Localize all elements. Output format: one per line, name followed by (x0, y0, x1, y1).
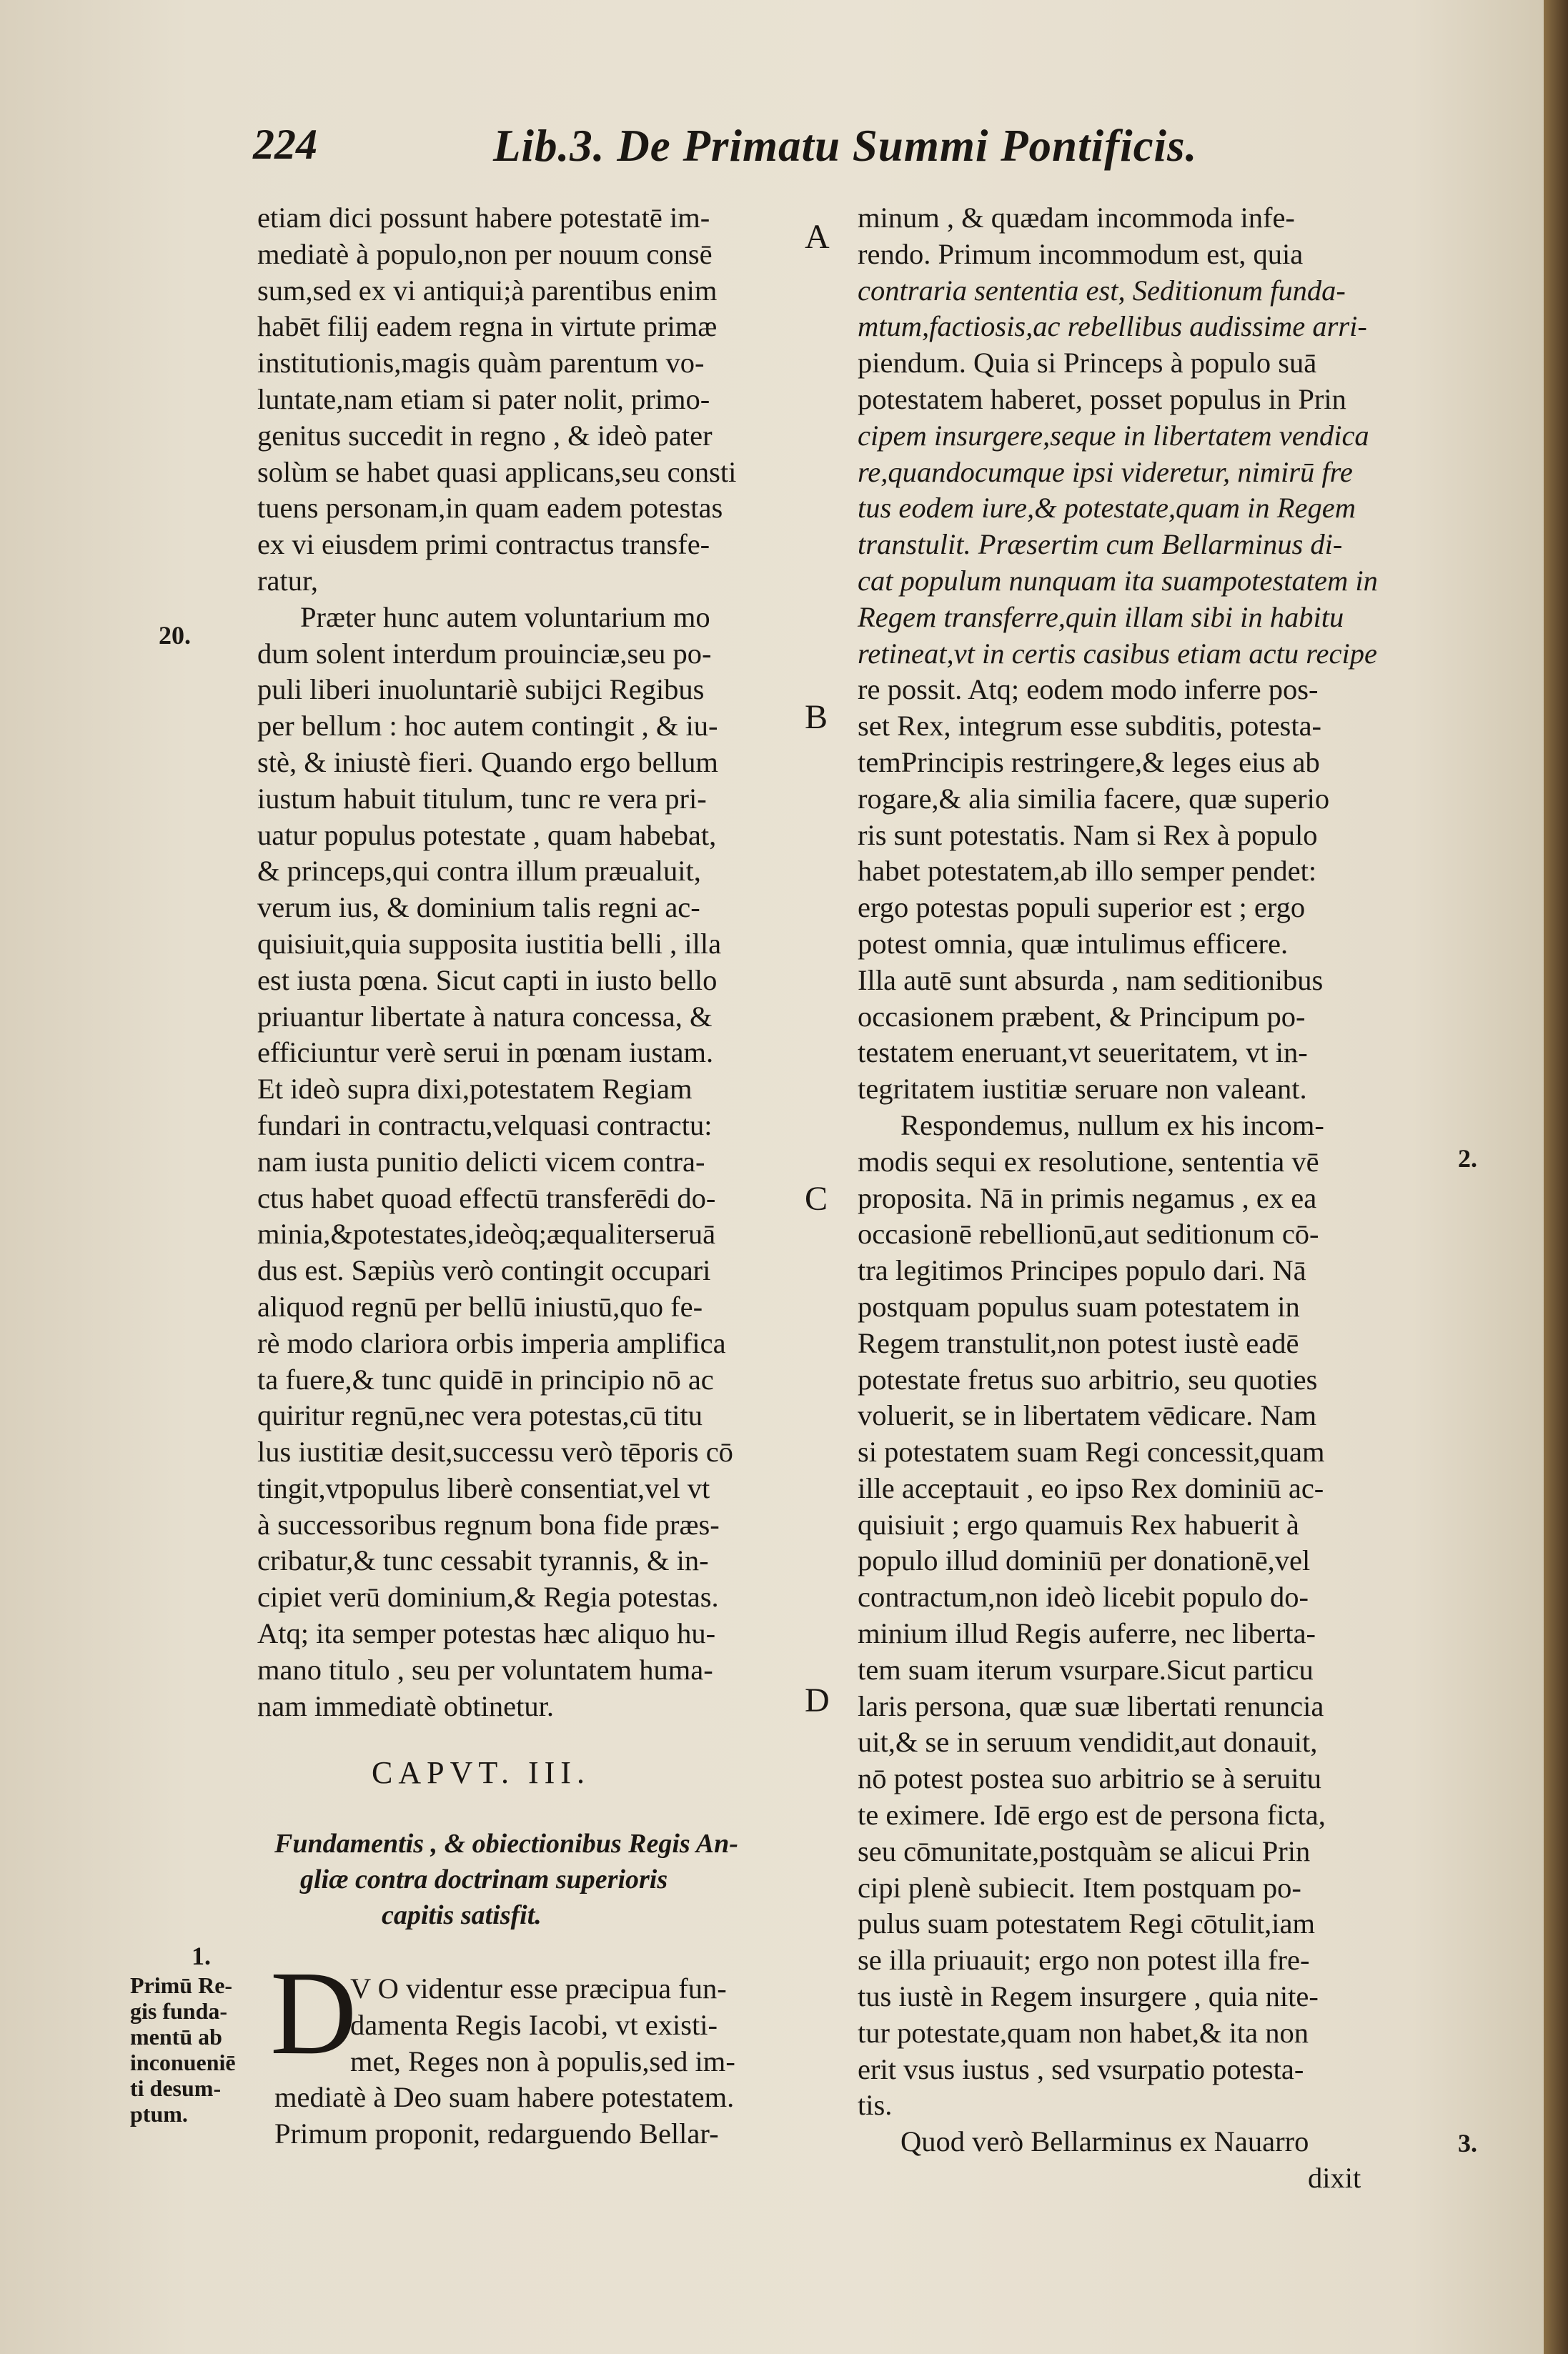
text-line: quiritur regnū,nec vera potestas,cū titu (257, 1399, 703, 1432)
text-line: dum solent interdum prouinciæ,seu po- (257, 637, 712, 670)
text-line: Regem transtulit,non potest iustè eadē (858, 1326, 1299, 1359)
text-line: genitus succedit in regno , & ideò pater (257, 419, 713, 452)
left-column (257, 200, 786, 1724)
text-line: damenta Regis Iacobi, vt existi- (350, 2008, 718, 2041)
text-line: rendo. Primum incommodum est, quia (858, 237, 1304, 270)
text-line: modis sequi ex resolutione, sententia vē (858, 1145, 1319, 1178)
text-line: rogare,& alia similia facere, quæ superio (858, 782, 1330, 815)
text-line: testatem eneruant,vt seueritatem, vt in- (858, 1036, 1308, 1069)
text-line: tuens personam,in quam eadem potestas (257, 492, 723, 525)
text-line: lus iustitiæ desit,successu verò tēporis cō (257, 1436, 733, 1469)
text-line: tegritatem iustitiæ seruare non valeant. (858, 1073, 1307, 1106)
text-line: uit,& se in seruum vendidit,aut donauit, (858, 1726, 1318, 1759)
text-line: cat populum nunquam ita suampotestatem in (858, 564, 1378, 597)
text-line: Quod verò Bellarminus ex Nauarro (900, 2125, 1309, 2158)
text-line: cipiet verū dominium,& Regia potestas. (257, 1581, 719, 1614)
margin-note (130, 1972, 266, 2127)
text-line: puli liberi inuoluntariè subijci Regibus (257, 673, 705, 706)
text-line: mtum,factiosis,ac rebellibus audissime arri- (858, 310, 1367, 343)
catchword: dixit (1308, 2162, 1361, 2195)
text-line: priuantur libertate à natura concessa, & (257, 1000, 713, 1033)
margin-number: 2. (1458, 1144, 1477, 1173)
margin-number: 20. (159, 621, 191, 650)
margin-note-line: ptum. (130, 2101, 188, 2127)
text-line: temPrincipis restringere,& leges eius ab (858, 745, 1320, 778)
text-line: tus eodem iure,& potestate,quam in Regem (858, 492, 1356, 525)
text-line: institutionis,magis quàm parentum vo- (257, 347, 705, 379)
text-line: verum ius, & dominium talis regni ac- (257, 891, 700, 924)
text-line: pulus suam potestatem Regi cōtulit,iam (858, 1907, 1316, 1940)
text-line: occasionē rebellionū,aut seditionum cō- (858, 1218, 1319, 1251)
text-line: dus est. Sæpiùs verò contingit occupari (257, 1254, 711, 1287)
text-line: se illa priuauit; ergo non potest illa fre- (858, 1944, 1310, 1977)
text-line: minum , & quædam incommoda infe- (858, 202, 1295, 234)
margin-number: 3. (1458, 2129, 1477, 2157)
text-line: cribatur,& tunc cessabit tyrannis, & in- (257, 1544, 709, 1577)
text-line: & princeps,qui contra illum præualuit, (257, 855, 701, 888)
text-line: quisiuit,quia supposita iustitia belli , illa (257, 927, 722, 960)
margin-note-line: gis funda- (130, 1998, 228, 2024)
chapter-heading: CAPVT. III. (372, 1755, 590, 1790)
subtitle-line: capitis satisfit. (382, 1900, 542, 1930)
text-line: Respondemus, nullum ex his incom- (900, 1108, 1324, 1141)
text-line: habet potestatem,ab illo semper pendet: (858, 855, 1317, 888)
text-line: fundari in contractu,velquasi contractu: (257, 1108, 713, 1141)
text-line: tis. (858, 2089, 893, 2122)
margin-note-line: inconueniē (130, 2050, 236, 2075)
margin-number: 1. (192, 1942, 211, 1970)
text-line: potest omnia, quæ intulimus efficere. (858, 927, 1289, 960)
text-line: transtulit. Præsertim cum Bellarminus di- (858, 528, 1343, 561)
text-line: seu cōmunitate,postquàm se alicui Prin (858, 1834, 1311, 1867)
text-line: cipem insurgere,seque in libertatem vendica (858, 419, 1369, 452)
chapter-subtitle (274, 1826, 803, 1933)
page-number: 224 (253, 121, 317, 168)
text-line: ille acceptauit , eo ipso Rex dominiū ac- (858, 1471, 1324, 1504)
text-line: piendum. Quia si Princeps à populo suā (858, 347, 1317, 379)
text-line: te eximere. Idē ergo est de persona ficta, (858, 1799, 1326, 1832)
drop-cap: D (270, 1947, 357, 2080)
chapter-continuation (274, 2080, 734, 2152)
text-line: mediatè à populo,non per nouum consē (257, 237, 713, 270)
text-line: contractum,non ideò licebit populo do- (858, 1581, 1309, 1614)
margin-note-line: ti desum- (130, 2075, 222, 2101)
text-line: potestate fretus suo arbitrio, seu quoties (858, 1363, 1318, 1396)
text-line: est iusta pœna. Sicut capti in iusto bello (257, 963, 718, 996)
text-line: postquam populus suam potestatem in (858, 1290, 1300, 1323)
margin-note-line: Primū Re- (130, 1972, 233, 1998)
text-line: ratur, (257, 564, 318, 597)
text-line: re possit. Atq; eodem modo inferre pos- (858, 673, 1319, 706)
text-line: voluerit, se in libertatem vēdicare. Nam (858, 1399, 1317, 1432)
text-line: ta fuere,& tunc quidē in principio nō ac (257, 1363, 714, 1396)
text-line: mediatè à Deo suam habere potestatem. (274, 2081, 735, 2113)
text-line: Primum proponit, redarguendo Bellar- (274, 2117, 719, 2150)
margin-note-line: mentū ab (130, 2024, 222, 2050)
drop-cap-lines (350, 1971, 735, 2080)
text-line: Atq; ita semper potestas hæc aliquo hu- (257, 1617, 716, 1650)
subtitle-line: gliæ contra doctrinam superioris (300, 1864, 668, 1894)
text-line: stè, & iniustè fieri. Quando ergo bellum (257, 745, 718, 778)
text-line: laris persona, quæ suæ libertati renuncia (858, 1689, 1324, 1722)
text-line: cipi plenè subiecit. Item postquam po- (858, 1871, 1301, 1904)
text-line: nam iusta punitio delicti vicem contra- (257, 1145, 705, 1178)
text-line: proposita. Nā in primis negamus , ex ea (858, 1181, 1317, 1214)
text-line: per bellum : hoc autem contingit , & iu- (257, 710, 718, 743)
section-marker-b: B (805, 698, 828, 736)
text-line: quisiuit ; ergo quamuis Rex habuerit à (858, 1508, 1299, 1541)
text-line: retineat,vt in certis casibus etiam actu recipe (858, 637, 1377, 670)
text-line: re,quandocumque ipsi videretur, nimirū fre (858, 455, 1353, 488)
text-line: uatur populus potestate , quam habebat, (257, 818, 717, 851)
page-header (0, 120, 1568, 192)
text-line: tem suam iterum vsurpare.Sicut particu (858, 1653, 1314, 1686)
text-line: ctus habet quoad effectū transferēdi do- (257, 1181, 716, 1214)
text-line: mano titulo , seu per voluntatem huma- (257, 1653, 713, 1686)
text-line: minium illud Regis auferre, nec liberta- (858, 1617, 1316, 1650)
text-line: solùm se habet quasi applicans,seu consti (257, 455, 737, 488)
text-line: occasionem præbent, & Principum po- (858, 1000, 1306, 1033)
text-line: set Rex, integrum esse subditis, potesta- (858, 710, 1322, 743)
text-line: luntate,nam etiam si pater nolit, primo- (257, 382, 710, 415)
text-line: tingit,vtpopulus liberè consentiat,vel vt (257, 1471, 710, 1504)
text-line: erit vsus iustus , sed vsurpatio potesta- (858, 2052, 1304, 2085)
text-line: sum,sed ex vi antiqui;à parentibus enim (257, 274, 718, 307)
text-line: ris sunt potestatis. Nam si Rex à populo (858, 818, 1318, 851)
text-line: efficiuntur verè serui in pœnam iustam. (257, 1036, 714, 1069)
text-line: habēt filij eadem regna in virtute primæ (257, 310, 718, 343)
section-marker-a: A (805, 218, 830, 256)
text-line: Illa autē sunt absurda , nam seditionibus (858, 963, 1324, 996)
text-line: si potestatem suam Regi concessit,quam (858, 1436, 1325, 1469)
text-line: aliquod regnū per bellū iniustū,quo fe- (257, 1290, 703, 1323)
text-line: rè modo clariora orbis imperia amplifica (257, 1326, 726, 1359)
text-line: nam immediatè obtinetur. (257, 1689, 555, 1722)
text-line: etiam dici possunt habere potestatē im- (257, 202, 710, 234)
text-line: met, Reges non à populis,sed im- (350, 2045, 735, 2077)
text-line: ex vi eiusdem primi contractus transfe- (257, 528, 710, 561)
text-line: ergo potestas populi superior est ; ergo (858, 891, 1306, 924)
text-line: iustum habuit titulum, tunc re vera pri- (257, 782, 707, 815)
text-line: Regem transferre,quin illam sibi in habitu (858, 600, 1344, 633)
text-line: minia,&potestates,ideòq;æqualiterseruā (257, 1218, 716, 1251)
subtitle-line: Fundamentis , & obiectionibus Regis An- (274, 1829, 738, 1859)
right-column (858, 200, 1415, 2197)
text-line: potestatem haberet, posset populus in Prin (858, 382, 1346, 415)
text-line: tra legitimos Principes populo dari. Nā (858, 1254, 1306, 1287)
page-binding-edge (1544, 0, 1568, 2354)
text-line: tus iustè in Regem insurgere , quia nite- (858, 1980, 1319, 2013)
text-line: populo illud dominiū per donationē,vel (858, 1544, 1311, 1577)
text-line: Et ideò supra dixi,potestatem Regiam (257, 1073, 693, 1106)
text-line: Præter hunc autem voluntarium mo (300, 600, 710, 633)
text-line: V O videntur esse præcipua fun- (350, 1972, 727, 2005)
text-line: à successoribus regnum bona fide præs- (257, 1508, 720, 1541)
text-line: tur potestate,quam non habet,& ita non (858, 2016, 1309, 2049)
section-marker-d: D (805, 1682, 830, 1719)
text-line: contraria sententia est, Seditionum funda- (858, 274, 1346, 307)
text-line: nō potest postea suo arbitrio se à seruitu (858, 1762, 1321, 1795)
section-marker-c: C (805, 1180, 828, 1218)
running-title: Lib.3. De Primatu Summi Pontificis. (493, 121, 1198, 171)
